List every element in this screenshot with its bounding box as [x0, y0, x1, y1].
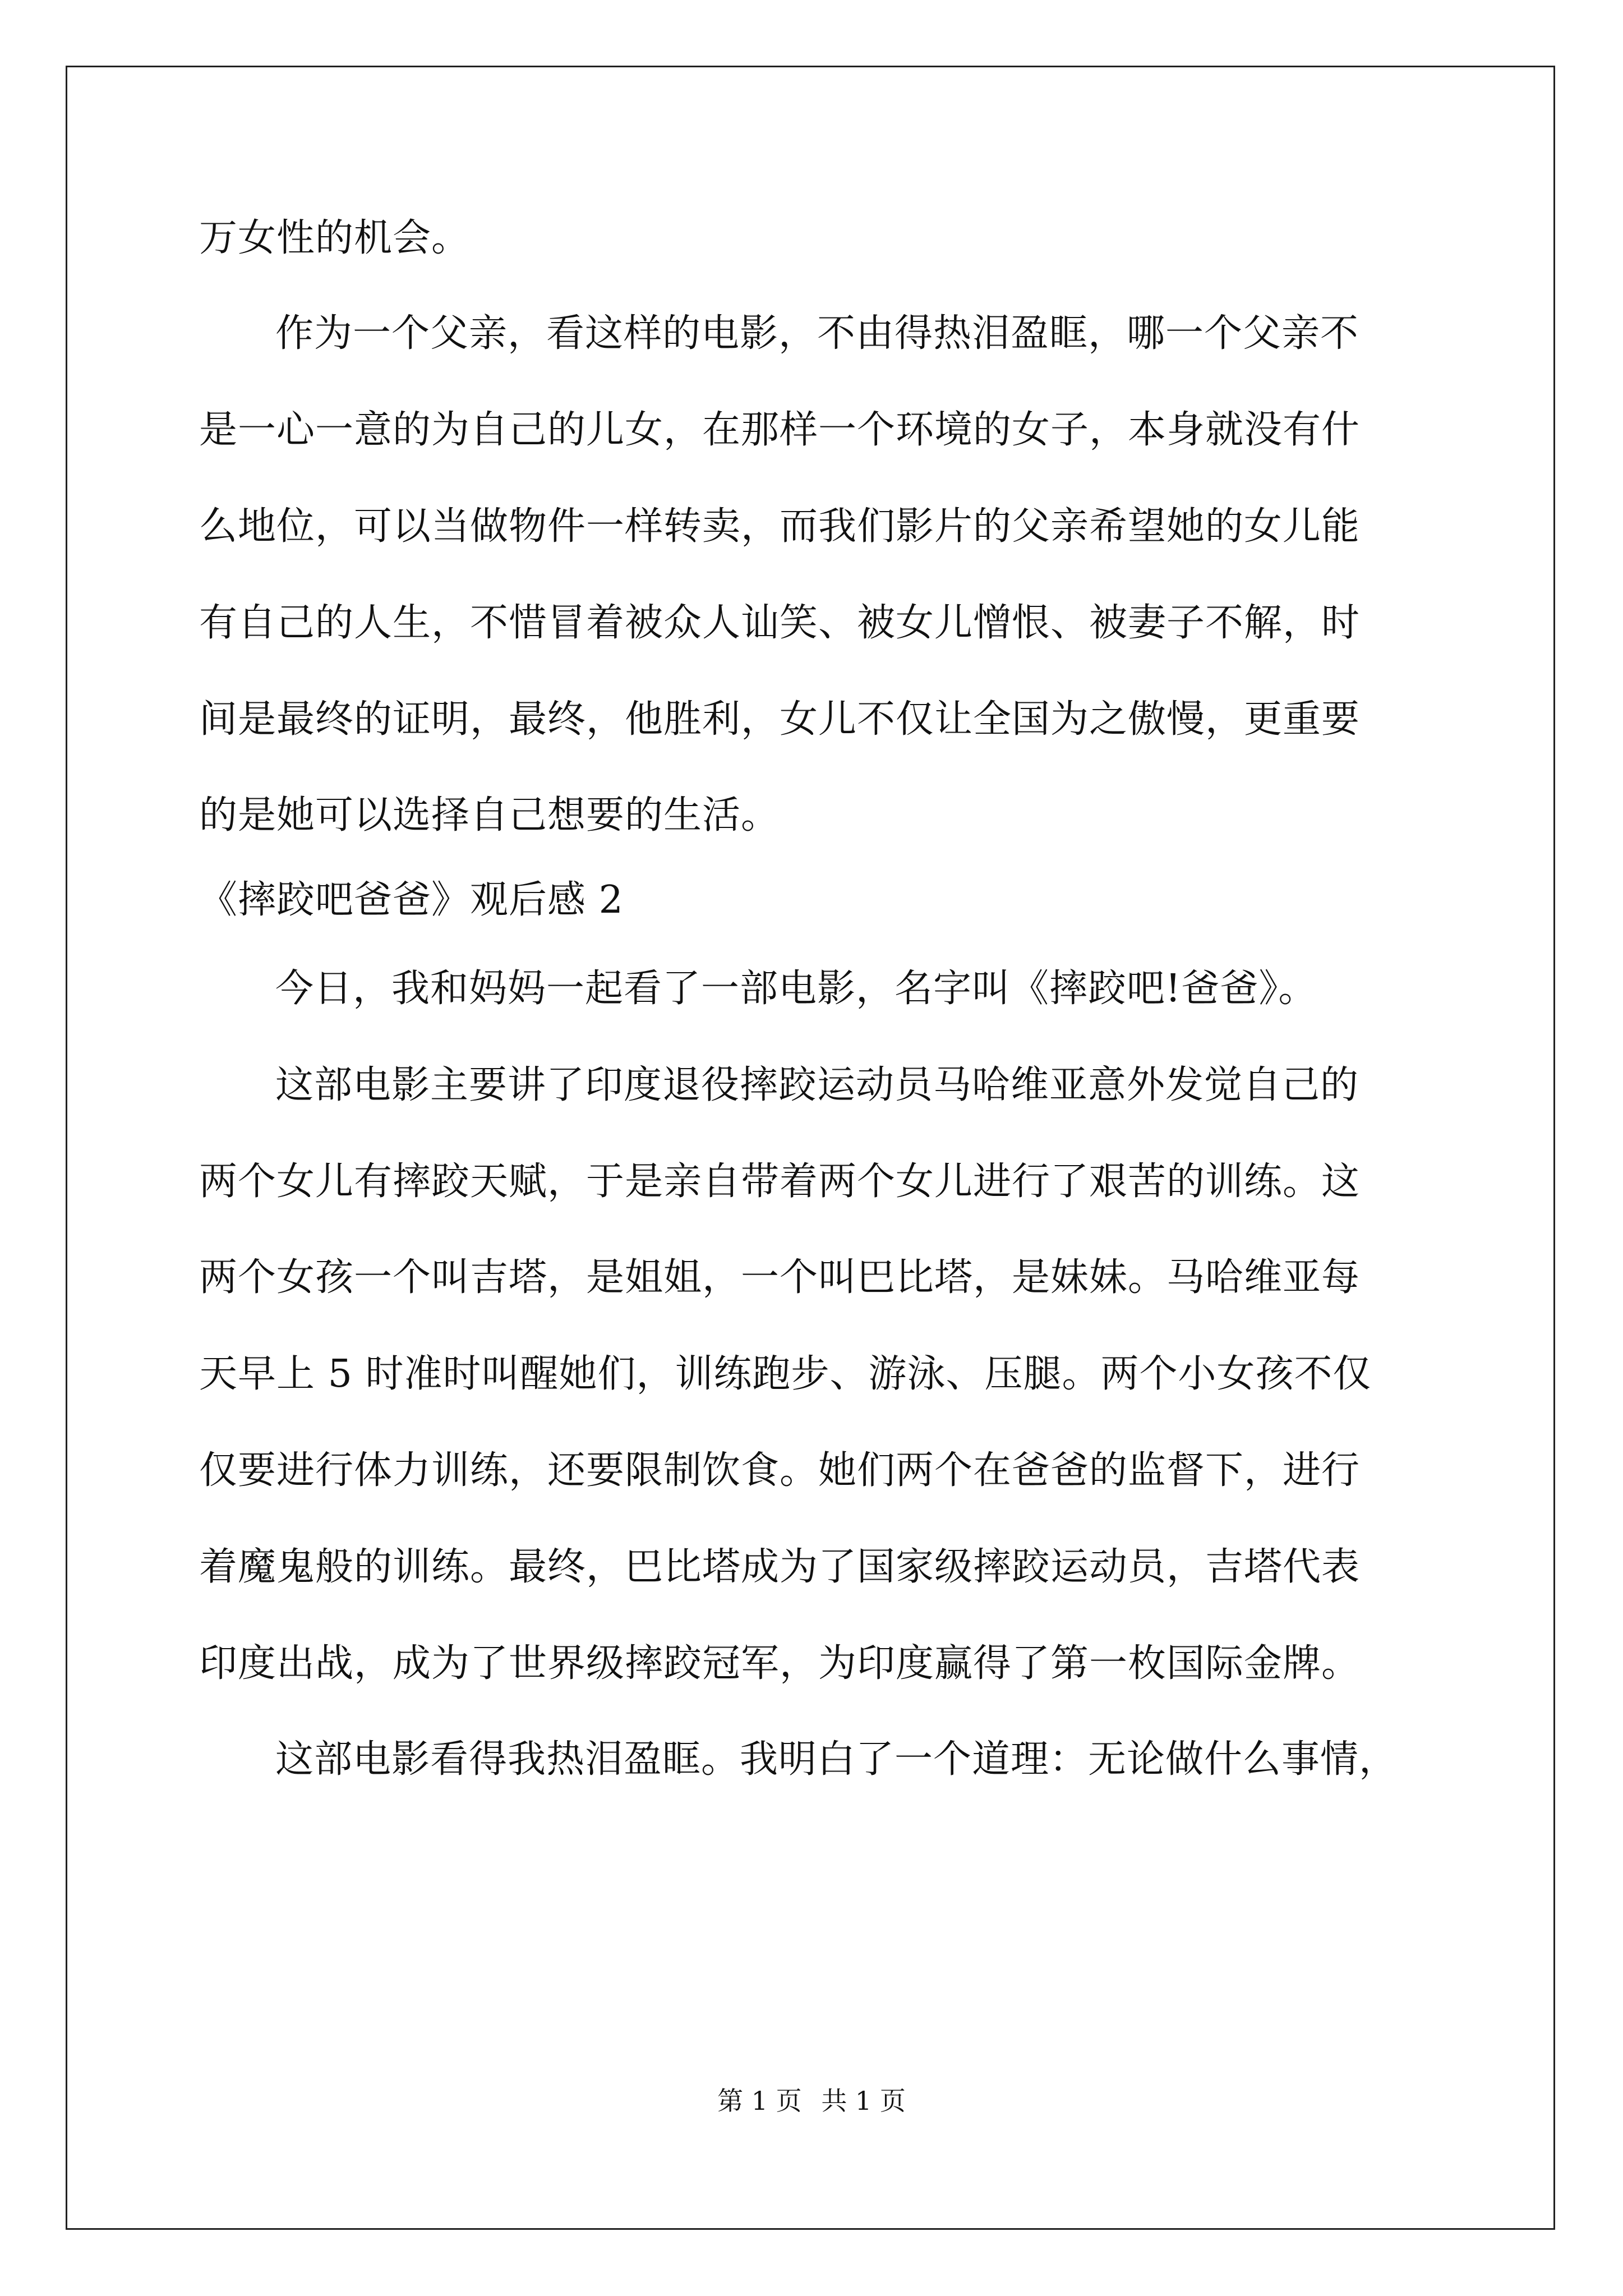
- text-line: 两个女儿有摔跤天赋，于是亲自带着两个女儿进行了艰苦的训练。这: [199, 1159, 1361, 1204]
- paragraph-line: 这部电影主要讲了印度退役摔跤运动员马哈维亚意外发觉自己的: [275, 1063, 1359, 1107]
- text-line: 有自己的人生，不惜冒着被众人讪笑、被女儿憎恨、被妻子不解，时: [199, 601, 1361, 645]
- text-line: 仅要进行体力训练，还要限制饮食。她们两个在爸爸的监督下，进行: [199, 1448, 1361, 1493]
- text-line: 天早上 5 时准时叫醒她们，训练跑步、游泳、压腿。两个小女孩不仅: [199, 1352, 1372, 1396]
- page-number: 第 1 页: [717, 2086, 802, 2116]
- page-border: [66, 66, 1555, 2230]
- text-line: 么地位，可以当做物件一样转卖，而我们影片的父亲希望她的女儿能: [199, 504, 1361, 549]
- text-line: 印度出战，成为了世界级摔跤冠军，为印度赢得了第一枚国际金牌。: [199, 1641, 1361, 1686]
- page-footer: [0, 2084, 1623, 2118]
- paragraph-line: 这部电影看得我热泪盈眶。我明白了一个道理：无论做什么事情，: [275, 1737, 1398, 1782]
- page-total: 共 1 页: [821, 2086, 906, 2116]
- text-line: 万女性的机会。: [199, 216, 471, 260]
- text-line: 着魔鬼般的训练。最终，巴比塔成为了国家级摔跤运动员，吉塔代表: [199, 1545, 1361, 1589]
- text-line: 两个女孩一个叫吉塔，是姐姐，一个叫巴比塔，是妹妹。马哈维亚每: [199, 1255, 1361, 1300]
- text-line: 是一心一意的为自己的儿女，在那样一个环境的女子，本身就没有什: [199, 408, 1361, 452]
- paragraph-line: 今日，我和妈妈一起看了一部电影，名字叫《摔跤吧!爸爸》。: [275, 967, 1317, 1011]
- section-heading: 《摔跤吧爸爸》观后感 2: [199, 878, 624, 922]
- text-line: 的是她可以选择自己想要的生活。: [199, 793, 780, 838]
- paragraph-line: 作为一个父亲，看这样的电影，不由得热泪盈眶，哪一个父亲不: [275, 311, 1359, 356]
- text-line: 间是最终的证明，最终，他胜利，女儿不仅让全国为之傲慢，更重要: [199, 697, 1361, 742]
